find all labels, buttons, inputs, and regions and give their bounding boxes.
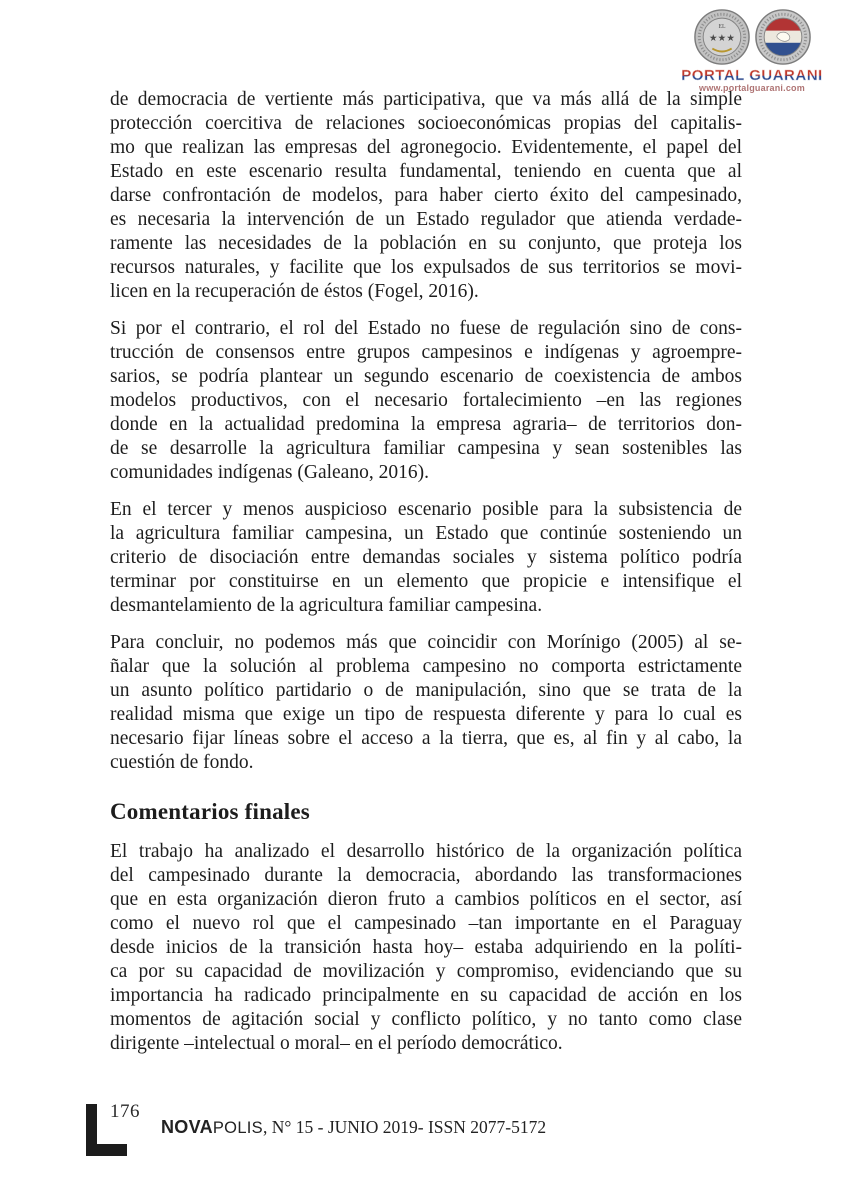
- article-body: [110, 88, 742, 1069]
- coin-top-text: EL: [717, 23, 726, 30]
- paragraph: [110, 88, 742, 304]
- text-line: como el nuevo rol que el campesinado –tan importante en el Paraguay: [110, 913, 742, 934]
- text-line: trucción de consensos entre grupos campesinos e indígenas y agroempre-: [110, 342, 742, 363]
- text-line: Estado en este escenario resulta fundamental, teniendo en cuenta que al: [110, 161, 742, 182]
- text-line: un asunto político partidario o de manipulación, sino que se trata de la: [110, 680, 742, 701]
- text-line: recursos naturales, y facilite que los expulsados de sus territorios se movi-: [110, 257, 742, 278]
- text-line: darse confrontación de modelos, para haber cierto éxito del campesinado,: [110, 185, 742, 206]
- portal-guarani-watermark: [674, 8, 830, 93]
- text-line: El trabajo ha analizado el desarrollo histórico de la organización política: [110, 841, 742, 862]
- text-line: de democracia de vertiente más participativa, que va más allá de la simple: [110, 89, 742, 110]
- coin-stars: ★★★: [708, 32, 735, 44]
- text-line: modelos productivos, con el necesario fortalecimiento –en las regiones: [110, 390, 742, 411]
- page-footer: [86, 1101, 547, 1156]
- paragraph: [110, 631, 742, 775]
- text-line: En el tercer y menos auspicioso escenario posible para la subsistencia de: [110, 499, 742, 520]
- journal-citation: [161, 1117, 546, 1138]
- portal-guarani-title: PORTAL GUARANI: [674, 68, 830, 83]
- text-line: Para concluir, no podemos más que coincidir con Morínigo (2005) al se-: [110, 632, 742, 653]
- paragraph: [110, 498, 742, 618]
- journal-name-bold: NOVA: [161, 1117, 213, 1137]
- text-line: cuestión de fondo.: [110, 752, 254, 773]
- text-line: protección coercitiva de relaciones socioeconómicas propias del capitalis-: [110, 113, 742, 134]
- text-line: importancia ha radicado principalmente en su capacidad de acción en los: [110, 985, 742, 1006]
- text-line: realidad misma que exige un tipo de respuesta diferente y para lo cual es: [110, 704, 742, 725]
- section-heading: Comentarios finales: [110, 799, 310, 824]
- text-line: la agricultura familiar campesina, un Estado que continúe sosteniendo un: [110, 523, 742, 544]
- text-line: ramente las necesidades de la población en su conjunto, que proteja los: [110, 233, 742, 254]
- text-line: mo que realizan las empresas del agronegocio. Evidentemente, el papel del: [110, 137, 742, 158]
- paragraph: [110, 840, 742, 1056]
- text-line: donde en la actualidad predomina la empresa agraria– de territorios don-: [110, 414, 742, 435]
- text-line: es necesaria la intervención de un Estado regulador que atienda verdade-: [110, 209, 742, 230]
- paraguay-flag-coin-icon: [754, 8, 812, 66]
- coin-emblems: [674, 8, 830, 66]
- text-line: criterio de disociación entre demandas sociales y sistema político podría: [110, 547, 742, 568]
- journal-issue-info: , N° 15 - JUNIO 2019- ISSN 2077-5172: [262, 1117, 547, 1137]
- corner-bracket-mark: [86, 1101, 140, 1156]
- text-line: sarios, se podría plantear un segundo escenario de coexistencia de ambos: [110, 366, 742, 387]
- text-line: terminar por constituirse en un elemento que propicie e intensifique el: [110, 571, 742, 592]
- text-line: momentos de agitación social y conflicto político, y no tanto como clase: [110, 1009, 742, 1030]
- journal-name-light: POLIS: [212, 1119, 263, 1137]
- text-line: de se desarrolle la agricultura familiar campesina y sean sostenibles las: [110, 438, 742, 459]
- page-number: 176: [110, 1101, 140, 1122]
- text-line: necesario fijar líneas sobre el acceso a la tierra, que es, al fin y al cabo, la: [110, 728, 742, 749]
- paragraph: [110, 317, 742, 485]
- text-line: dirigente –intelectual o moral– en el período democrático.: [110, 1033, 563, 1054]
- portal-guarani-url: www.portalguarani.com: [699, 83, 805, 93]
- text-line: ñalar que la solución al problema campesino no comporta estrictamente: [110, 656, 742, 677]
- text-line: Si por el contrario, el rol del Estado no fuese de regulación sino de cons-: [110, 318, 742, 339]
- text-line: desde inicios de la transición hasta hoy– estaba adquiriendo en la políti-: [110, 937, 742, 958]
- text-line: que en esta organización dieron fruto a cambios políticos en el sector, así: [110, 889, 742, 910]
- text-line: comunidades indígenas (Galeano, 2016).: [110, 462, 429, 483]
- text-line: ca por su capacidad de movilización y compromiso, evidenciando que su: [110, 961, 742, 982]
- text-line: del campesinado durante la democracia, abordando las transformaciones: [110, 865, 742, 886]
- paraguay-coat-coin-icon: [693, 8, 751, 66]
- text-line: desmantelamiento de la agricultura familiar campesina.: [110, 595, 543, 616]
- text-line: licen en la recuperación de éstos (Fogel, 2016).: [110, 281, 479, 302]
